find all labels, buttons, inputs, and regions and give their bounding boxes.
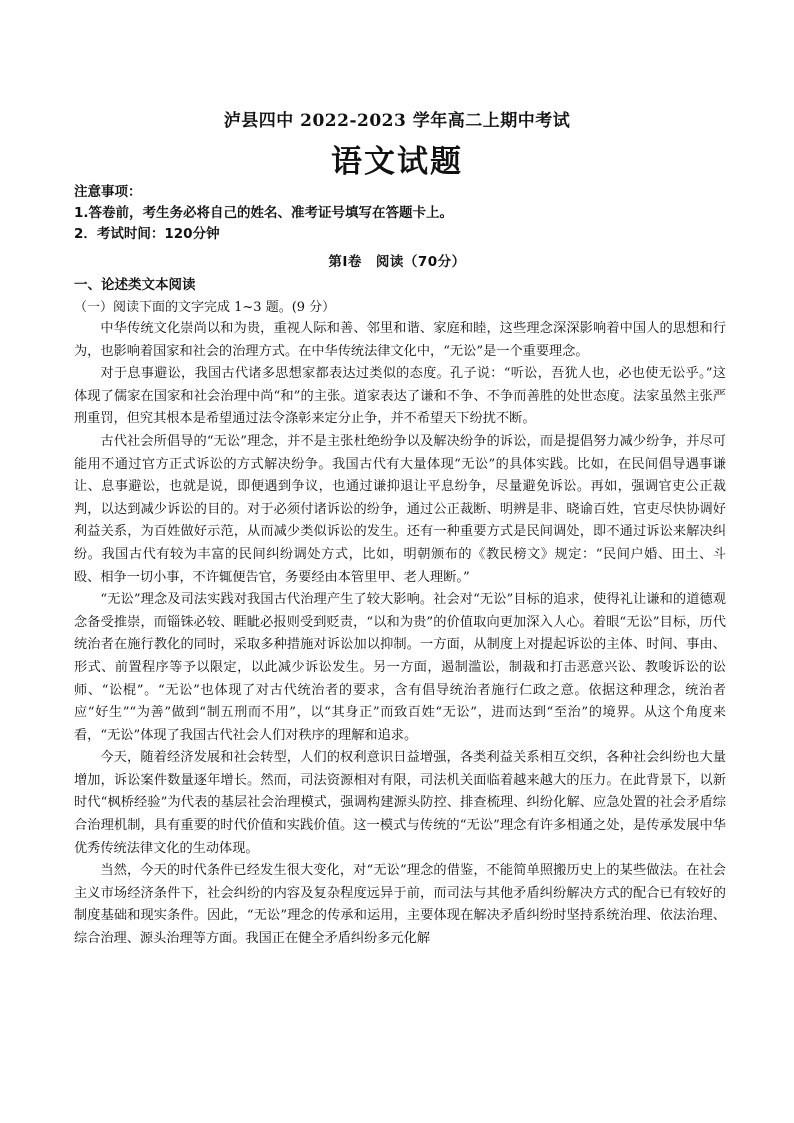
- passage-paragraph: 今天，随着经济发展和社会转型，人们的权利意识日益增强，各类利益关系相互交织，各种社会纠纷也大量增加，诉讼案件数量逐年增长。然而，司法资源相对有限，司法机关面临着越来越大的压力。在此背景下，以新时代“枫桥经验”为代表的基层社会治理模式，强调构建源头防控、排查梳理、纠纷化解、应急处置的社会矛盾综合治理机制，具有重要的时代价值和实践价值。这一模式与传统的“无讼”理念有许多相通之处，是传承发展中华优秀传统法律文化的生动体现。: [74, 750, 726, 856]
- passage-paragraph: 对于息事避讼，我国古代诸多思想家都表达过类似的态度。孔子说：“听讼，吾犹人也，必也使无讼乎。”这体现了儒家在国家和社会治理中尚“和”的主张。道家表达了谦和不争、不争而善胜的处世态度。法家虽然主张严刑重罚，但究其根本是希望通过法令涤彰来定分止争，并不希望天下纷扰不断。: [74, 366, 726, 427]
- exam-title: 泸县四中 2022-2023 学年高二上期中考试: [223, 111, 571, 131]
- notice-item: 2．考试时间：120分钟: [74, 226, 220, 242]
- passage-paragraph: 当然，今天的时代条件已经发生很大变化，对“无讼”理念的借鉴，不能简单照搬历史上的某些做法。在社会主义市场经济条件下，社会纠纷的内容及复杂程度远异于前，而司法与其他矛盾纠纷解决方式的配合已有较好的制度基础和现实条件。因此，“无讼”理念的传承和运用，主要体现在解决矛盾纠纷时坚持系统治理、依法治理、综合治理、源头治理等方面。我国正在健全矛盾纠纷多元化解: [74, 863, 726, 947]
- notice-heading: 注意事项：: [74, 184, 142, 200]
- part-heading: 一、论述类文本阅读: [74, 277, 196, 293]
- notice-block: [74, 182, 734, 245]
- passage-paragraph: “无讼”理念及司法实践对我国古代治理产生了较大影响。社会对“无讼”目标的追求，使得礼让谦和的道德观念备受推崇，而锱铢必较、睚眦必报则受到贬责，“以和为贵”的价值取向更加深入人心。着眼“无讼”目标，历代统治者在施行教化的同时，采取多种措施对诉讼加以抑制。一方面，从制度上对提起诉讼的主体、时间、事由、形式、前置程序等予以限定，以此减少诉讼发生。另一方面，遏制滥讼，制裁和打击恶意兴讼、教唆诉讼的讼师、“讼棍”。“无讼”也体现了对古代统治者的要求，含有倡导统治者施行仁政之意。依据这种理念，统治者应“好生”“为善”做到“制五刑而不用”，以“其身正”而致百姓“无讼”，进而达到“至治”的境界。从这个角度来看，“无讼”体现了我国古代社会人们对秩序的理解和追求。: [74, 592, 726, 743]
- reading-passage: [74, 318, 726, 951]
- question-intro: （一）阅读下面的文字完成 1~3 题。(9 分）: [74, 300, 336, 315]
- section-header: 第Ⅰ卷 阅读（70分）: [328, 254, 466, 270]
- passage-paragraph: 古代社会所倡导的“无讼”理念，并不是主张杜绝纷争以及解决纷争的诉讼，而是提倡努力减少纷争，并尽可能用不通过官方正式诉讼的方式解决纷争。我国古代有大量体现“无讼”的具体实践。比如，在民间倡导遇事谦让、息事避讼，也就是说，即便遇到争议，也通过谦抑退让平息纷争，尽量避免诉讼。再如，强调官吏公正裁判，以达到减少诉讼的目的。对于必须付诸诉讼的纷争，通过公正裁断、明辨是非、晓谕百姓，官吏尽快协调好利益关系，为百姓做好示范，从而减少类似诉讼的发生。还有一种重要方式是民间调处，即不通过诉讼来解决纠纷。我国古代有较为丰富的民间纠纷调处方式，比如，明朝颁布的《教民榜文》规定：“民间户婚、田土、斗殴、相争一切小事，不许辄便告官，务要经由本管里甲、老人理断。”: [74, 433, 726, 585]
- subject-title: 语文试题: [331, 144, 463, 180]
- notice-item: 1.答卷前，考生务必将自己的姓名、准考证号填写在答题卡上。: [74, 205, 454, 221]
- passage-paragraph: 中华传统文化崇尚以和为贵，重视人际和善、邻里和谐、家庭和睦，这些理念深深影响着中国人的思想和行为，也影响着国家和社会的治理方式。在中华传统法律文化中，“无讼”是一个重要理念。: [74, 321, 726, 359]
